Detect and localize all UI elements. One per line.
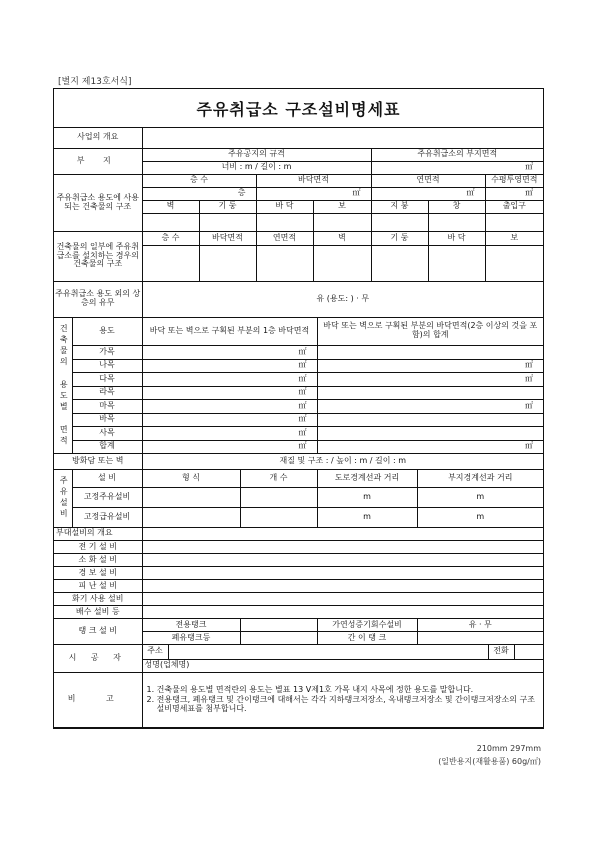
fixed-fuel-dispenser-label: 고정주유설비 (72, 487, 142, 507)
pb-wall-header: 벽 (313, 231, 371, 245)
paper-size: 210mm 297mm (476, 744, 541, 753)
tank-dedicated-label: 전용탱크 (142, 619, 240, 632)
form-number: [별지 제13호서식] (58, 77, 132, 87)
aux-electric-label: 전 기 설 비 (54, 541, 142, 554)
site-label: 부 지 (54, 148, 142, 174)
pb-wall-field[interactable] (313, 245, 371, 281)
fire-wall-fuel-table (54, 454, 543, 528)
bu-window-field[interactable] (428, 213, 485, 231)
remarks-label: 비 고 (54, 673, 142, 728)
fuel-header-type: 형 식 (142, 469, 240, 487)
aux-fire-extinguish-field[interactable] (142, 554, 543, 567)
tank-vapor-field[interactable]: 유 · 무 (417, 619, 543, 632)
bu-projection-field[interactable]: ㎡ (485, 187, 543, 200)
usage-row-use: 마목 (72, 400, 142, 414)
fixed-supply-dispenser-site[interactable]: m (417, 507, 543, 527)
partial-building-label: 건축물의 일부에 주유취급소를 설치하는 경우의 건축물의 구조 (54, 231, 142, 281)
usage-row-first-floor[interactable]: ㎡ (142, 373, 317, 387)
tank-dedicated-field[interactable] (240, 619, 317, 632)
bu-entrance-field[interactable] (485, 213, 543, 231)
usage-row-use: 라목 (72, 386, 142, 400)
usage-row-first-floor[interactable]: ㎡ (142, 427, 317, 441)
usage-row-use: 사목 (72, 427, 142, 441)
auxiliary-table (54, 528, 543, 646)
aux-electric-field[interactable] (142, 541, 543, 554)
pb-floor-header: 바 닥 (428, 231, 485, 245)
bu-wall-header: 벽 (142, 200, 199, 213)
pb-floor-field[interactable] (428, 245, 485, 281)
pb-floor-area-field[interactable] (199, 245, 256, 281)
bu-entrance-header: 출입구 (485, 200, 543, 213)
pb-floor-area-header: 바닥면적 (199, 231, 256, 245)
pb-beam-header: 보 (485, 231, 543, 245)
usage-row-use: 가목 (72, 346, 142, 360)
usage-row-first-floor[interactable]: ㎡ (142, 346, 317, 360)
fire-wall-label: 방화담 또는 벽 (54, 454, 142, 469)
usage-row-first-floor[interactable]: ㎡ (142, 400, 317, 414)
usage-header-total-floor: 바닥 또는 벽으로 구획된 부분의 바닥면적(2층 이상의 것을 포함)의 합계 (317, 318, 543, 346)
bu-roof-header: 지 붕 (371, 200, 428, 213)
aux-fire-use-label: 화기 사용 설비 (54, 593, 142, 606)
pb-column-header: 기 둥 (371, 231, 428, 245)
fuel-header-site-distance: 부지경계선과 거리 (417, 469, 543, 487)
fire-wall-field[interactable]: 재질 및 구조 : / 높이 : m / 길이 : m (142, 454, 543, 469)
tank-waste-label: 폐유탱크등 (142, 632, 240, 645)
usage-row-total-floor[interactable]: ㎡ (317, 373, 543, 387)
usage-row-use: 다목 (72, 373, 142, 387)
form-table (54, 128, 543, 318)
usage-row-total-floor[interactable]: ㎡ (317, 400, 543, 414)
contractor-address-label: 주소 (142, 645, 168, 659)
aux-drainage-label: 배수 설비 등 (54, 606, 142, 619)
bu-column-header: 기 둥 (199, 200, 256, 213)
form-frame (53, 88, 544, 729)
bu-column-field[interactable] (199, 213, 256, 231)
site-area-field[interactable]: ㎡ (371, 161, 543, 174)
fuel-equipment-side-label: 주유설비 (54, 469, 72, 527)
form-title: 주유취급소 구조설비명세표 (54, 89, 543, 128)
contractor-label: 시 공 자 (54, 645, 142, 672)
usage-row-total-floor[interactable]: ㎡ (317, 440, 543, 454)
fixed-fuel-dispenser-site[interactable]: m (417, 487, 543, 507)
usage-area-table (54, 318, 543, 455)
usage-row-first-floor[interactable]: ㎡ (142, 440, 317, 454)
usage-area-side-label: 건축물의 용도별 면적 (54, 318, 72, 454)
pb-beam-field[interactable] (485, 245, 543, 281)
site-area-header: 주유취급소의 부지면적 (371, 148, 543, 161)
bu-window-header: 창 (428, 200, 485, 213)
fixed-supply-dispenser-count[interactable] (240, 507, 317, 527)
usage-row-first-floor[interactable]: ㎡ (142, 359, 317, 373)
aux-fire-use-field[interactable] (142, 593, 543, 606)
contractor-address-field[interactable] (168, 645, 488, 659)
bu-header-floors: 층 수 (142, 174, 256, 187)
contractor-phone-label: 전화 (488, 645, 514, 659)
remark-item: 2. 전용탱크, 폐유탱크 및 간이탱크에 대해서는 각각 지하탱크저장소, 옥내탱크저장소 및 간이탱크저장소의 구조설비명세표를 첨부합니다. (146, 694, 535, 713)
tank-label: 탱 크 설 비 (54, 619, 142, 645)
aux-alarm-field[interactable] (142, 567, 543, 580)
usage-row-total-label: 합계 (72, 440, 142, 454)
fixed-fuel-dispenser-road[interactable]: m (317, 487, 417, 507)
site-regulation-header: 주유공지의 규격 (142, 148, 371, 161)
aux-evacuation-label: 피 난 설 비 (54, 580, 142, 593)
fixed-supply-dispenser-road[interactable]: m (317, 507, 417, 527)
usage-header-use: 용도 (72, 318, 142, 346)
aux-alarm-label: 경 보 설 비 (54, 567, 142, 580)
aux-overview-label: 부대설비의 개요 (54, 528, 142, 541)
pb-column-field[interactable] (371, 245, 428, 281)
upper-floor-field[interactable]: 유 (용도: ) · 무 (142, 281, 543, 317)
usage-row-total-floor[interactable] (317, 413, 543, 427)
tank-waste-field[interactable] (240, 632, 317, 645)
contractor-table (54, 645, 543, 673)
bu-header-total-area: 연면적 (371, 174, 485, 187)
usage-row-use: 바목 (72, 413, 142, 427)
tank-simple-label: 간 이 탱 크 (317, 632, 417, 645)
bu-wall-field[interactable] (142, 213, 199, 231)
aux-fire-extinguish-label: 소 화 설 비 (54, 554, 142, 567)
pb-floors-header: 층 수 (142, 231, 199, 245)
usage-header-first-floor: 바닥 또는 벽으로 구획된 부분의 1층 바닥면적 (142, 318, 317, 346)
business-overview-label: 사업의 개요 (54, 128, 142, 148)
fixed-fuel-dispenser-type[interactable] (142, 487, 240, 507)
bu-header-projection: 수평투영면적 (485, 174, 543, 187)
contractor-name-field[interactable]: 성명(업체명) (142, 659, 543, 672)
fixed-supply-dispenser-label: 고정급유설비 (72, 507, 142, 527)
usage-row-use: 나목 (72, 359, 142, 373)
fixed-supply-dispenser-type[interactable] (142, 507, 240, 527)
usage-row-total-floor[interactable]: ㎡ (317, 359, 543, 373)
tank-vapor-label: 가연성증기회수설비 (317, 619, 417, 632)
pb-floors-field[interactable] (142, 245, 199, 281)
upper-floor-label: 주유취급소 용도 외의 상층의 유무 (54, 281, 142, 317)
usage-row-first-floor[interactable]: ㎡ (142, 386, 317, 400)
pb-total-area-field[interactable] (256, 245, 313, 281)
fuel-header-equipment: 설 비 (72, 469, 142, 487)
usage-row-total-floor[interactable] (317, 346, 543, 360)
usage-row-total-floor[interactable] (317, 386, 543, 400)
building-use-label: 주유취급소 용도에 사용되는 건축물의 구조 (54, 174, 142, 231)
usage-row-first-floor[interactable]: ㎡ (142, 413, 317, 427)
remark-item: 1. 건축물의 용도별 면적란의 용도는 별표 13 Ⅴ제1호 가목 내지 사목에 정한 용도를 말합니다. (146, 684, 474, 694)
fuel-header-road-distance: 도로경계선과 거리 (317, 469, 417, 487)
site-width-length[interactable]: 너비 : m / 길이 : m (142, 161, 371, 174)
fuel-header-count: 개 수 (240, 469, 317, 487)
bu-beam-field[interactable] (313, 213, 371, 231)
pb-total-area-header: 연면적 (256, 231, 313, 245)
paper-type: (일반용지(재활용품) 60g/㎡) (438, 757, 541, 766)
bu-floors-field[interactable]: 층 (142, 187, 256, 200)
bu-floor-header: 바 닥 (256, 200, 313, 213)
usage-row-total-floor[interactable] (317, 427, 543, 441)
bu-floor-field[interactable] (256, 213, 313, 231)
bu-beam-header: 보 (313, 200, 371, 213)
business-overview-field[interactable] (142, 128, 543, 148)
fixed-fuel-dispenser-count[interactable] (240, 487, 317, 507)
aux-drainage-field[interactable] (142, 606, 543, 619)
bu-header-floor-area: 바닥면적 (256, 174, 371, 187)
bu-roof-field[interactable] (371, 213, 428, 231)
aux-overview-field[interactable] (142, 528, 543, 541)
bu-total-area-field[interactable]: ㎡ (371, 187, 485, 200)
contractor-phone-field[interactable] (514, 645, 543, 659)
tank-simple-field[interactable] (417, 632, 543, 645)
remarks-content (142, 673, 543, 728)
remarks-table (54, 673, 543, 729)
aux-evacuation-field[interactable] (142, 580, 543, 593)
bu-floor-area-field[interactable]: ㎡ (256, 187, 371, 200)
